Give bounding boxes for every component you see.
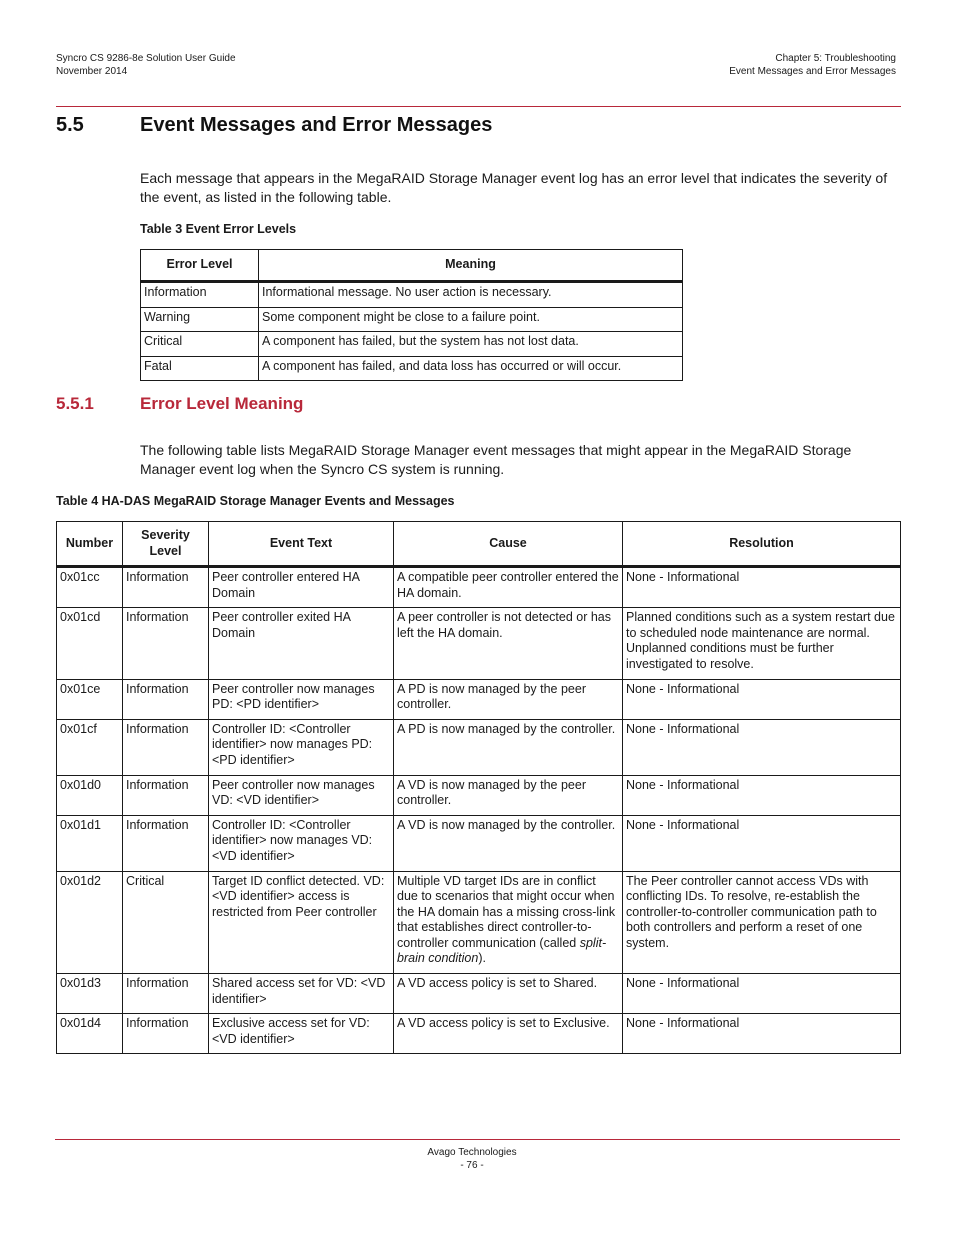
table-cell: Information <box>141 282 259 308</box>
table-cell: Peer controller now manages VD: <VD identifier> <box>209 775 394 815</box>
table-cell: Fatal <box>141 356 259 381</box>
page-footer <box>0 1146 944 1172</box>
table-cell: Exclusive access set for VD: <VD identifier> <box>209 1014 394 1054</box>
table-cell: Shared access set for VD: <VD identifier> <box>209 974 394 1014</box>
running-header-left <box>56 53 236 78</box>
table-cell: The Peer controller cannot access VDs with conflicting IDs. To resolve, re-establish the controller-to-controller communication path to both controllers and perform a reset of one system. <box>623 871 901 974</box>
subsection-heading-text: Error Level Meaning <box>140 394 304 413</box>
table-cell: Peer controller now manages PD: <PD identifier> <box>209 679 394 719</box>
section-heading <box>56 114 492 137</box>
table-cell: None - Informational <box>623 815 901 871</box>
table-row <box>57 719 901 775</box>
table-cell: None - Informational <box>623 974 901 1014</box>
section-title: Event Messages and Error Messages <box>729 65 896 77</box>
table-cell: A VD access policy is set to Shared. <box>394 974 623 1014</box>
table4-caption: Table 4 HA-DAS MegaRAID Storage Manager Events and Messages <box>56 494 455 508</box>
table-cell: A peer controller is not detected or has left the HA domain. <box>394 608 623 679</box>
doc-date: November 2014 <box>56 65 128 77</box>
table-cell: A PD is now managed by the controller. <box>394 719 623 775</box>
table-cell: 0x01cf <box>57 719 123 775</box>
table-header-row <box>141 250 683 282</box>
body-paragraph: The following table lists MegaRAID Storage Manager event messages that might appear in the MegaRAID Storage Manager event log when the Syncro CS system is running. <box>140 442 852 477</box>
chapter-title: Chapter 5: Troubleshooting <box>775 53 896 64</box>
table-cell: None - Informational <box>623 679 901 719</box>
running-header-right <box>729 53 896 78</box>
table-cell: A VD is now managed by the controller. <box>394 815 623 871</box>
table-cell: Critical <box>123 871 209 974</box>
table3-caption: Table 3 Event Error Levels <box>140 222 297 236</box>
section-number: 5.5 <box>56 114 84 136</box>
column-header: Error Level <box>141 250 259 282</box>
table-cell: Peer controller exited HA Domain <box>209 608 394 679</box>
events-messages-table <box>56 521 901 1054</box>
table-row <box>57 1014 901 1054</box>
table-row <box>141 332 683 357</box>
table-row <box>57 871 901 974</box>
table-row <box>57 974 901 1014</box>
table-cell: Some component might be close to a failure point. <box>259 307 683 332</box>
table-row <box>141 282 683 308</box>
emphasis-term: split-brain condition <box>397 935 607 966</box>
table-cell: None - Informational <box>623 775 901 815</box>
column-header: Number <box>57 522 123 567</box>
intro-paragraph: Each message that appears in the MegaRAID Storage Manager event log has an error level that indicates the severity of the event, as listed in the following table. <box>140 170 888 205</box>
table-cell: 0x01d1 <box>57 815 123 871</box>
table-cell: 0x01cd <box>57 608 123 679</box>
doc-title: Syncro CS 9286-8e Solution User Guide <box>56 53 236 64</box>
table-row <box>57 567 901 608</box>
table-cell: None - Informational <box>623 1014 901 1054</box>
table-cell: 0x01d4 <box>57 1014 123 1054</box>
table-cell: Controller ID: <Controller identifier> now manages PD: <PD identifier> <box>209 719 394 775</box>
table-cell: Information <box>123 1014 209 1054</box>
table-cell: Target ID conflict detected. VD: <VD identifier> access is restricted from Peer controller <box>209 871 394 974</box>
header-rule <box>56 106 901 107</box>
table-cell: Information <box>123 567 209 608</box>
table-cell: Information <box>123 815 209 871</box>
column-header: Cause <box>394 522 623 567</box>
footer-rule <box>55 1139 900 1140</box>
section-heading-text: Event Messages and Error Messages <box>140 114 493 136</box>
table-cell: 0x01d3 <box>57 974 123 1014</box>
table-cell: Planned conditions such as a system restart due to scheduled node maintenance are normal. Unplanned conditions must be further investigated to resolve. <box>623 608 901 679</box>
table-row <box>57 815 901 871</box>
table-cell: A PD is now managed by the peer controller. <box>394 679 623 719</box>
table-cell: Information <box>123 719 209 775</box>
table-cell: Information <box>123 608 209 679</box>
column-header: Resolution <box>623 522 901 567</box>
table-cell: None - Informational <box>623 719 901 775</box>
table-cell: Information <box>123 775 209 815</box>
table-cell: A compatible peer controller entered the HA domain. <box>394 567 623 608</box>
table-cell: A VD access policy is set to Exclusive. <box>394 1014 623 1054</box>
table-row <box>57 679 901 719</box>
table-cell: 0x01ce <box>57 679 123 719</box>
column-header: Meaning <box>259 250 683 282</box>
column-header: Severity Level <box>123 522 209 567</box>
table-header-row <box>57 522 901 567</box>
table-cell: 0x01d0 <box>57 775 123 815</box>
table-row <box>141 307 683 332</box>
table-cell: A VD is now managed by the peer controller. <box>394 775 623 815</box>
table-row <box>57 608 901 679</box>
table-cell: Multiple VD target IDs are in conflict due to scenarios that might occur when the HA domain has a missing cross-link that establishes direct controller-to-controller communication (called split-brain condition). <box>394 871 623 974</box>
table-cell: Controller ID: <Controller identifier> now manages VD: <VD identifier> <box>209 815 394 871</box>
table-cell: 0x01d2 <box>57 871 123 974</box>
table-cell: Information <box>123 679 209 719</box>
event-error-levels-table <box>140 249 683 381</box>
table-cell: Informational message. No user action is necessary. <box>259 282 683 308</box>
table-cell: Information <box>123 974 209 1014</box>
table-cell: Warning <box>141 307 259 332</box>
table-cell: A component has failed, and data loss has occurred or will occur. <box>259 356 683 381</box>
table-cell: A component has failed, but the system has not lost data. <box>259 332 683 357</box>
table-row <box>141 356 683 381</box>
table-cell: Critical <box>141 332 259 357</box>
page-number: - 76 - <box>460 1160 484 1171</box>
table-cell: Peer controller entered HA Domain <box>209 567 394 608</box>
footer-company: Avago Technologies <box>427 1147 517 1158</box>
column-header: Event Text <box>209 522 394 567</box>
table-row <box>57 775 901 815</box>
table-cell: 0x01cc <box>57 567 123 608</box>
table-cell: None - Informational <box>623 567 901 608</box>
subsection-heading <box>56 394 303 414</box>
subsection-number: 5.5.1 <box>56 394 94 413</box>
